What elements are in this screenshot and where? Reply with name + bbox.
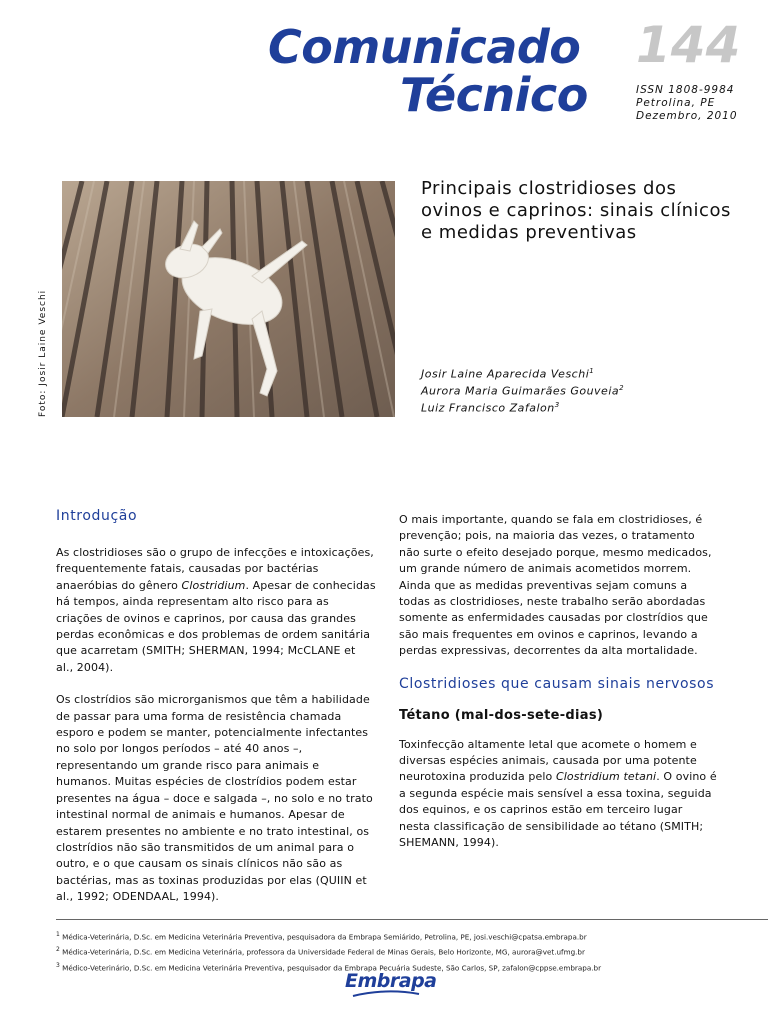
text-run: As clostridioses são o grupo de infecções e intoxicações, frequentemente fatais, causadas por bactérias anaeróbias do gênero bbox=[56, 546, 374, 592]
author-ref: 2 bbox=[619, 384, 625, 392]
embrapa-logo: Embrapa bbox=[345, 970, 437, 992]
genus-name: Clostridium bbox=[181, 578, 246, 592]
footnote-divider bbox=[56, 919, 768, 920]
publication-place: Petrolina, PE bbox=[636, 97, 716, 109]
text-run: . Apesar de conhecidas há tempos, ainda representam alto risco para as criações de ovinos e caprinos, por causa das grandes perdas econômicas e dos problemas de ordem sanitária que acarretam (SMITH; SHERMAN, 1994; McCLANE et al., 2004). bbox=[56, 578, 376, 674]
author-3 bbox=[421, 397, 560, 417]
embrapa-logo-swoosh bbox=[351, 990, 421, 998]
intro-heading: Introdução bbox=[56, 508, 138, 524]
author-ref: 1 bbox=[589, 367, 595, 375]
tetano-paragraph bbox=[399, 737, 717, 852]
goat-photo-illustration bbox=[62, 181, 395, 417]
footnote-ref: 3 bbox=[56, 961, 60, 969]
text-run: Toxinfecção altamente letal que acomete o homem e diversas espécies animais, causada por uma potente neurotoxina produzida pelo bbox=[399, 737, 697, 784]
author-ref: 3 bbox=[554, 401, 560, 409]
title-comunicado: Comunicado bbox=[268, 20, 581, 74]
author-name: Josir Laine Aparecida Veschi bbox=[421, 367, 590, 381]
footnote-ref: 1 bbox=[56, 931, 60, 938]
footnote-ref: 2 bbox=[56, 946, 60, 954]
subheading-tetano: Tétano (mal-dos-sete-dias) bbox=[399, 707, 604, 723]
section-heading-nervous: Clostridioses que causam sinais nervosos bbox=[399, 675, 715, 692]
footnote-1 bbox=[56, 928, 756, 943]
species-name: Clostridium tetani bbox=[555, 770, 657, 784]
right-paragraph-1: O mais importante, quando se fala em clostridioses, é prevenção; pois, na maioria das vezes, o tratamento não surte o efeito desejado porque, mesmo medicados, um grande número de animais acometidos morrem. Ainda que as medidas preventivas sejam comuns a todas as clostridioses, neste trabalho serão abordadas somente as enfermidades causadas por clostrídios que são mais frequentes em ovinos e caprinos, levando a perdas expressivas, decorrentes da alta mortalidade. bbox=[399, 513, 712, 658]
issn: ISSN 1808-9984 bbox=[636, 84, 735, 96]
author-name: Aurora Maria Guimarães Gouveia bbox=[421, 384, 620, 398]
intro-paragraph-2: Os clostrídios são microrganismos que têm a habilidade de passar para uma forma de resistência chamada esporo e podem se manter, potencialmente infectantes no solo por longos períodos – até 40 anos –, representando um grande risco para animais e humanos. Muitas espécies de clostrídios podem estar presentes na água – doce e salgada –, no solo e no trato intestinal normal de animais e humanos. Apesar de estarem presentes no ambiente e no trato intestinal, os clostrídios não são transmitidos de um animal para o outro, e o que causam os sinais clínicos não são as bactérias, mas as toxinas produzidas por elas (QUIIN et al., 1992; ODENDAAL, 1994). bbox=[56, 693, 373, 904]
publication-date: Dezembro, 2010 bbox=[636, 110, 738, 122]
footnote-text: Médico-Veterinário, D.Sc. em Medicina Veterinária Preventiva, pesquisador da Embrapa Pecuária Sudeste, São Carlos, SP, zafalon@cppse.embrapa.br bbox=[62, 963, 602, 973]
title-tecnico: Técnico bbox=[400, 68, 588, 122]
author-name: Luiz Francisco Zafalon bbox=[421, 401, 555, 415]
footnote-text: Médica-Veterinária, D.Sc. em Medicina Veterinária, professora da Universidade Federal de Minas Gerais, Belo Horizonte, MG, aurora@vet.ufmg.br bbox=[62, 947, 585, 957]
document-title: Principais clostridioses dos ovinos e caprinos: sinais clínicos e medidas preventivas bbox=[421, 178, 731, 243]
footnote-text: Médica-Veterinária, D.Sc. em Medicina Veterinária Preventiva, pesquisadora da Embrapa Semiárido, Petrolina, PE, josi.veschi@cpatsa.embrapa.br bbox=[62, 932, 587, 942]
left-column bbox=[56, 508, 376, 906]
intro-paragraph-1 bbox=[56, 545, 376, 676]
photo-credit: Foto: Josir Laine Veschi bbox=[38, 289, 48, 417]
issue-number: 144 bbox=[636, 16, 741, 74]
text-run: . O ovino é a segunda espécie mais sensível a essa toxina, seguida dos equinos, e os caprinos estão em terceiro lugar nesta classificação de sensibilidade ao tétano (SMITH; SHEMANN, 1994). bbox=[399, 770, 717, 850]
right-column bbox=[399, 512, 717, 852]
footnotes bbox=[56, 928, 756, 974]
footnote-2 bbox=[56, 943, 756, 958]
cover-photo bbox=[62, 181, 395, 417]
